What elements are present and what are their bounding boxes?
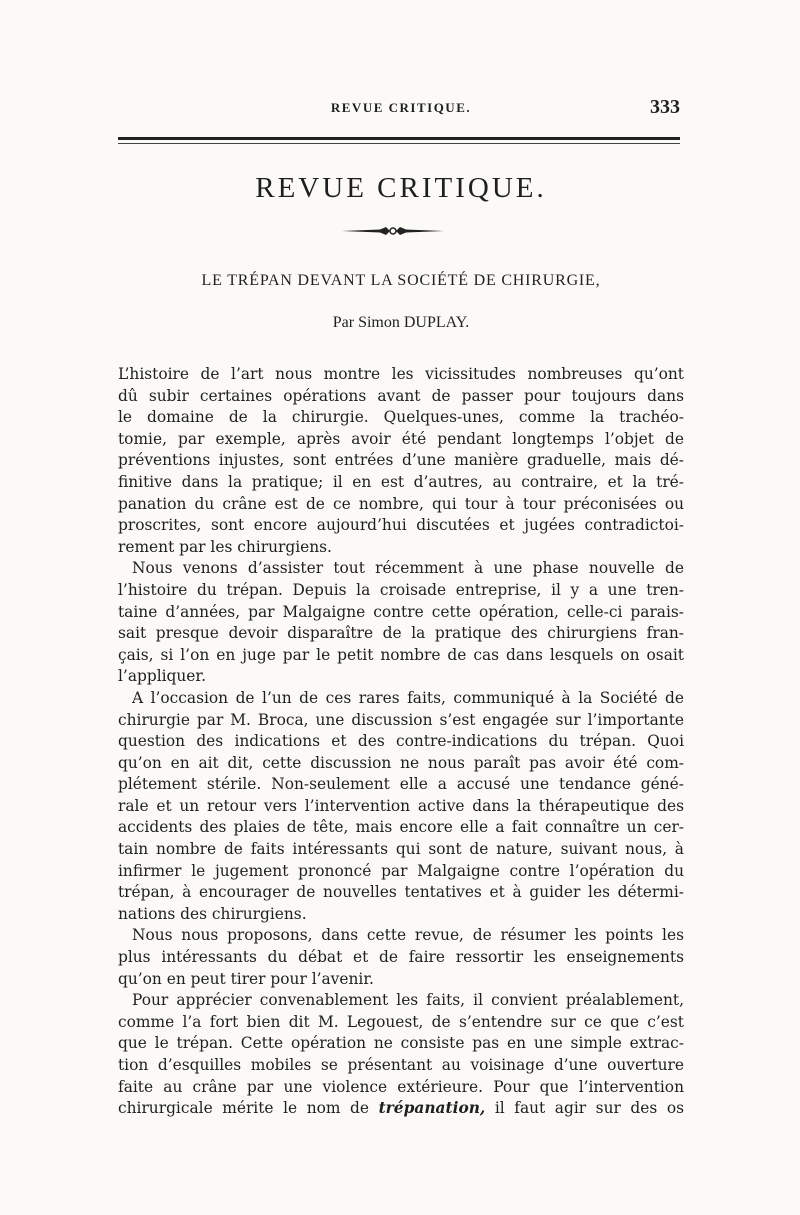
text-line: chirurgie par M. Broca, une discussion s’est engagée sur l’importante [118, 710, 684, 729]
text-line: proscrites, sont encore aujourd’hui discutées et jugées contradictoi- [118, 516, 684, 535]
text-line: l’histoire du trépan. Depuis la croisade entreprise, il y a une tren- [118, 580, 684, 599]
text-line: taine d’années, par Malgaigne contre cette opération, celle-ci parais- [118, 602, 684, 621]
text-line: qu’on en peut tirer pour l’avenir. [118, 969, 374, 988]
article-body [118, 364, 684, 1120]
page-number: 333 [650, 96, 680, 118]
running-head [118, 96, 684, 126]
text-line: comme l’a fort bien dit M. Legouest, de s’entendre sur ce que c’est [118, 1012, 684, 1031]
byline: Par Simon DUPLAY. [332, 314, 470, 331]
text-line: plus intéressants du débat et de faire ressortir les enseignements [118, 948, 684, 967]
text-line: A l’occasion de l’un de ces rares faits, communiqué à la Société de [132, 688, 684, 707]
text-line: rement par les chirurgiens. [118, 537, 332, 556]
text-line: Nous venons d’assister tout récemment à une phase nouvelle de [132, 559, 684, 578]
text-line: question des indications et des contre-indications du trépan. Quoi [118, 732, 684, 751]
text-segment: chirurgicale mérite le nom de [118, 1099, 379, 1118]
text-line: nations des chirurgiens. [118, 904, 307, 923]
text-line: tain nombre de faits intéressants qui sont de nature, suivant nous, à [118, 840, 684, 859]
text-line: infirmer le jugement prononcé par Malgaigne contre l’opération du [118, 861, 684, 880]
text-line: dû subir certaines opérations avant de passer pour toujours dans [118, 386, 684, 405]
header-rule-thin [118, 143, 680, 144]
text-line: que le trépan. Cette opération ne consiste pas en une simple extrac- [118, 1034, 684, 1053]
text-line: finitive dans la pratique; il en est d’autres, au contraire, et la tré- [118, 472, 684, 491]
text-line: rale et un retour vers l’intervention active dans la thérapeutique des [118, 796, 684, 815]
text-line: tomie, par exemple, après avoir été pendant longtemps l’objet de [118, 429, 684, 448]
fleuron-ornament-icon [340, 224, 446, 238]
text-line: çais, si l’on en juge par le petit nombre de cas dans lesquels on osait [118, 645, 684, 664]
text-line: préventions injustes, sont entrées d’une manière graduelle, mais dé- [118, 451, 684, 470]
text-line: Pour apprécier convenablement les faits, il convient préalablement, [132, 991, 684, 1010]
text-segment: il faut agir sur des os [485, 1099, 684, 1118]
text-line: faite au crâne par une violence extérieure. Pour que l’intervention [118, 1077, 684, 1096]
text-line: tion d’esquilles mobiles se présentant au voisinage d’une ouverture [118, 1056, 684, 1074]
text-line: trépan, à encourager de nouvelles tentatives et à guider les détermi- [118, 883, 684, 902]
running-title: REVUE CRITIQUE. [330, 100, 472, 115]
text-line-last [118, 1098, 684, 1120]
text-line: sait presque devoir disparaître de la pratique des chirurgiens fran- [118, 624, 684, 643]
text-line: panation du crâne est de ce nombre, qui tour à tour préconisées ou [118, 494, 684, 513]
text-line: L’histoire de l’art nous montre les vicissitudes nombreuses qu’ont [118, 365, 684, 383]
text-line: l’appliquer. [118, 667, 206, 686]
emphasis-term: trépanation, [378, 1099, 486, 1118]
article-title: LE TRÉPAN DEVANT LA SOCIÉTÉ DE CHIRURGIE, [201, 272, 601, 289]
header-rule-thick [118, 137, 680, 140]
text-line: le domaine de la chirurgie. Quelques-unes, comme la trachéo- [118, 408, 684, 427]
text-line: accidents des plaies de tête, mais encore elle a fait connaître un cer- [118, 818, 684, 837]
text-line: qu’on en ait dit, cette discussion ne nous paraît pas avoir été com- [118, 753, 684, 772]
section-title: REVUE CRITIQUE. [255, 172, 547, 204]
text-line: plétement stérile. Non-seulement elle a accusé une tendance géné- [118, 775, 684, 794]
text-line: Nous nous proposons, dans cette revue, de résumer les points les [132, 926, 684, 945]
